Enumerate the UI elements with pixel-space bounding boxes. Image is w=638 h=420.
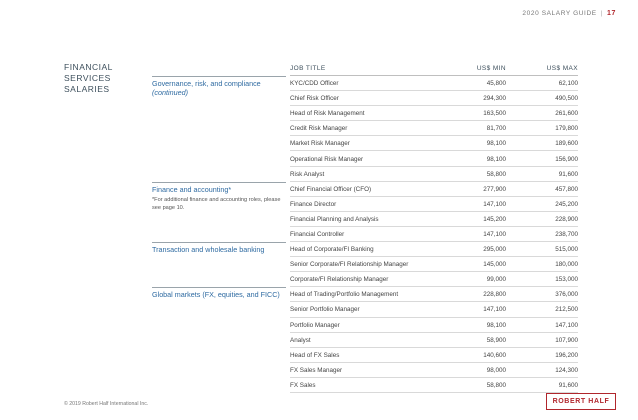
section-title-line: SALARIES xyxy=(64,84,110,94)
table-row xyxy=(152,136,578,151)
salary-max-cell: 91,600 xyxy=(558,381,578,389)
job-title-cell: FX Sales xyxy=(290,381,316,389)
category-title: Transaction and wholesale banking xyxy=(152,245,265,255)
salary-min-cell: 45,800 xyxy=(486,80,506,88)
section-title xyxy=(64,62,144,95)
table-row xyxy=(152,318,578,333)
table-row xyxy=(152,106,578,121)
salary-max-cell: 156,900 xyxy=(555,155,578,163)
table-row xyxy=(152,378,578,393)
category-title: Global markets (FX, equities, and FICC) xyxy=(152,290,280,300)
salary-max-cell: 238,700 xyxy=(555,230,578,238)
salary-max-cell: 107,900 xyxy=(555,336,578,344)
salary-min-cell: 294,300 xyxy=(483,95,506,103)
group-divider xyxy=(152,76,286,77)
table-row xyxy=(152,91,578,106)
table-row xyxy=(152,212,578,227)
salary-max-cell: 515,000 xyxy=(555,246,578,254)
salary-table xyxy=(152,60,578,393)
salary-max-cell: 62,100 xyxy=(558,80,578,88)
salary-max-cell: 228,900 xyxy=(555,215,578,223)
salary-max-cell: 376,000 xyxy=(555,291,578,299)
salary-max-cell: 153,000 xyxy=(555,276,578,284)
job-title-cell: Operational Risk Manager xyxy=(290,155,364,163)
table-row xyxy=(152,167,578,182)
salary-min-cell: 81,700 xyxy=(486,125,506,133)
job-title-cell: Financial Controller xyxy=(290,230,345,238)
salary-max-cell: 196,200 xyxy=(555,351,578,359)
job-title-cell: Chief Financial Officer (CFO) xyxy=(290,185,372,193)
job-title-cell: KYC/CDD Officer xyxy=(290,80,339,88)
table-row xyxy=(152,151,578,166)
salary-max-cell: 261,600 xyxy=(555,110,578,118)
salary-max-cell: 212,500 xyxy=(555,306,578,314)
category-note: *For additional finance and accounting roles, please see page 10. xyxy=(152,196,281,211)
table-row xyxy=(152,287,578,302)
job-title-cell: Market Risk Manager xyxy=(290,140,350,148)
category-title: Finance and accounting* xyxy=(152,184,232,194)
column-header-min: US$ MIN xyxy=(476,64,506,72)
job-title-cell: Head of Risk Management xyxy=(290,110,365,118)
salary-max-cell: 457,800 xyxy=(555,185,578,193)
table-row xyxy=(152,76,578,97)
table-header-row xyxy=(152,60,578,76)
salary-min-cell: 58,800 xyxy=(486,170,506,178)
salary-min-cell: 98,100 xyxy=(486,155,506,163)
salary-max-cell: 245,200 xyxy=(555,200,578,208)
salary-max-cell: 91,600 xyxy=(558,170,578,178)
salary-max-cell: 179,800 xyxy=(555,125,578,133)
salary-min-cell: 58,900 xyxy=(486,336,506,344)
job-title-cell: Head of FX Sales xyxy=(290,351,340,359)
job-title-cell: Head of Trading/Portfolio Management xyxy=(290,291,399,299)
job-title-cell: Risk Analyst xyxy=(290,170,325,178)
salary-min-cell: 99,000 xyxy=(486,276,506,284)
header-divider: | xyxy=(600,10,603,17)
table-row xyxy=(152,333,578,348)
copyright-text: © 2019 Robert Half International Inc. xyxy=(64,401,149,407)
table-row xyxy=(152,302,578,317)
guide-label: 2020 SALARY GUIDE xyxy=(522,10,597,17)
salary-min-cell: 295,000 xyxy=(483,246,506,254)
job-title-cell: Analyst xyxy=(290,336,311,344)
section-title-line: SERVICES xyxy=(64,73,111,83)
salary-max-cell: 180,000 xyxy=(555,261,578,269)
category-title: Governance, risk, and compliance xyxy=(152,79,261,88)
table-row xyxy=(152,272,578,287)
category-label xyxy=(152,245,286,254)
category-label xyxy=(152,290,286,299)
group-divider xyxy=(152,287,286,288)
job-title-cell: FX Sales Manager xyxy=(290,366,343,374)
salary-min-cell: 58,800 xyxy=(486,381,506,389)
salary-min-cell: 163,500 xyxy=(483,110,506,118)
salary-min-cell: 98,100 xyxy=(486,321,506,329)
salary-min-cell: 98,100 xyxy=(486,140,506,148)
job-title-cell: Chief Risk Officer xyxy=(290,95,339,103)
salary-max-cell: 189,600 xyxy=(555,140,578,148)
salary-min-cell: 147,100 xyxy=(483,230,506,238)
salary-min-cell: 140,600 xyxy=(483,351,506,359)
row-divider xyxy=(290,392,578,393)
table-row xyxy=(152,121,578,136)
table-row xyxy=(152,348,578,363)
table-row xyxy=(152,257,578,272)
job-title-cell: Credit Risk Manager xyxy=(290,125,348,133)
salary-min-cell: 147,100 xyxy=(483,200,506,208)
table-row xyxy=(152,227,578,242)
group-divider xyxy=(152,182,286,183)
salary-max-cell: 124,300 xyxy=(555,366,578,374)
salary-min-cell: 228,800 xyxy=(483,291,506,299)
salary-max-cell: 147,100 xyxy=(555,321,578,329)
group-divider xyxy=(152,242,286,243)
job-title-cell: Financial Planning and Analysis xyxy=(290,215,379,223)
table-body xyxy=(152,76,578,393)
table-row xyxy=(152,197,578,212)
job-title-cell: Corporate/FI Relationship Manager xyxy=(290,276,389,284)
salary-min-cell: 277,900 xyxy=(483,185,506,193)
column-header-job-title: JOB TITLE xyxy=(290,64,326,72)
job-title-cell: Senior Corporate/FI Relationship Manager xyxy=(290,261,409,269)
table-row xyxy=(152,242,578,257)
job-title-cell: Head of Corporate/FI Banking xyxy=(290,246,374,254)
column-header-max: US$ MAX xyxy=(546,64,578,72)
page-number: 17 xyxy=(607,10,616,17)
brand-logo: ROBERT HALF xyxy=(546,393,616,410)
section-title-line: FINANCIAL xyxy=(64,62,113,72)
job-title-cell: Senior Portfolio Manager xyxy=(290,306,360,314)
salary-min-cell: 145,200 xyxy=(483,215,506,223)
salary-min-cell: 147,100 xyxy=(483,306,506,314)
salary-min-cell: 98,000 xyxy=(486,366,506,374)
salary-min-cell: 145,000 xyxy=(483,261,506,269)
page-header xyxy=(522,10,616,17)
job-title-cell: Portfolio Manager xyxy=(290,321,340,329)
salary-max-cell: 490,500 xyxy=(555,95,578,103)
category-subtitle: (continued) xyxy=(152,88,188,97)
table-row xyxy=(152,363,578,378)
job-title-cell: Finance Director xyxy=(290,200,337,208)
